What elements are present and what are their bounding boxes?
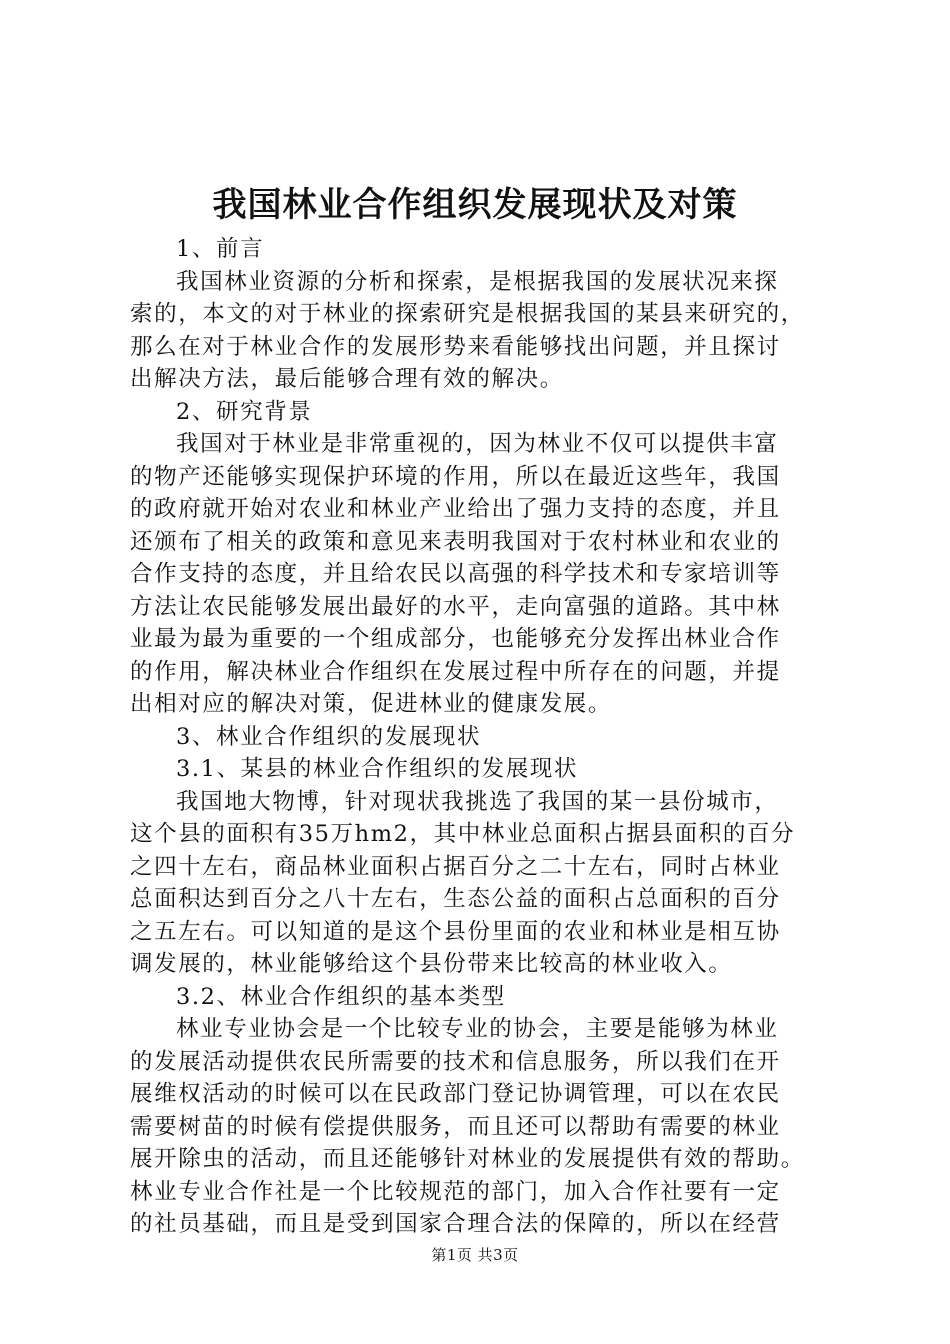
document-title: 我国林业合作组织发展现状及对策 — [212, 185, 738, 225]
paragraph-line: 林业专业合作社是一个比较规范的部门，加入合作社要有一定 — [130, 1178, 781, 1205]
paragraph-line: 展开除虫的活动，而且还能够针对林业的发展提供有效的帮助。 — [130, 1146, 805, 1172]
paragraph-line: 我国林业资源的分析和探索，是根据我国的发展状况来探 — [176, 268, 779, 295]
page-number: 第1页 共3页 — [431, 1246, 519, 1264]
subsection-heading: 3.2、林业合作组织的基本类型 — [176, 983, 506, 1010]
paragraph-line: 这个县的面积有35万hm2，其中林业总面积占据县面积的百分 — [130, 821, 796, 847]
subsection-heading: 3.1、某县的林业合作组织的发展现状 — [176, 756, 579, 782]
document-body — [130, 233, 830, 1241]
paragraph-line: 业最为最为重要的一个组成部分，也能够充分发挥出林业合作 — [130, 626, 781, 652]
paragraph-line: 索的，本文的对于林业的探索研究是根据我国的某县来研究的， — [130, 301, 805, 327]
paragraph-line: 的社员基础，而且是受到国家合理合法的保障的，所以在经营 — [130, 1211, 781, 1237]
paragraph-line: 出解决方法，最后能够合理有效的解决。 — [130, 366, 564, 392]
paragraph-line: 我国地大物博，针对现状我挑选了我国的某一县份城市， — [176, 788, 779, 815]
paragraph-line: 的发展活动提供农民所需要的技术和信息服务，所以我们在开 — [130, 1048, 781, 1075]
paragraph-line: 调发展的，林业能够给这个县份带来比较高的林业收入。 — [130, 951, 733, 977]
paragraph-line: 展维权活动的时候可以在民政部门登记协调管理，可以在农民 — [130, 1081, 781, 1107]
paragraph-line: 的物产还能够实现保护环境的作用，所以在最近这些年，我国 — [130, 463, 781, 490]
paragraph-line: 出相对应的解决对策，促进林业的健康发展。 — [130, 691, 613, 717]
section-heading: 1、前言 — [176, 236, 265, 262]
paragraph-line: 林业专业协会是一个比较专业的协会，主要是能够为林业 — [176, 1016, 779, 1042]
paragraph-line: 还颁布了相关的政策和意见来表明我国对于农村林业和农业的 — [130, 528, 781, 555]
paragraph-line: 总面积达到百分之八十左右，生态公益的面积占总面积的百分 — [130, 886, 781, 912]
paragraph-line: 那么在对于林业合作的发展形势来看能够找出问题，并且探讨 — [130, 333, 781, 360]
paragraph-line: 的作用，解决林业合作组织在发展过程中所存在的问题，并提 — [130, 658, 781, 685]
paragraph-line: 的政府就开始对农业和林业产业给出了强力支持的态度，并且 — [130, 496, 781, 522]
paragraph-line: 我国对于林业是非常重视的，因为林业不仅可以提供丰富 — [176, 431, 779, 457]
paragraph-line: 需要树苗的时候有偿提供服务，而且还可以帮助有需要的林业 — [130, 1113, 781, 1140]
paragraph-line: 合作支持的态度，并且给农民以高强的科学技术和专家培训等 — [130, 561, 781, 587]
paragraph-line: 之四十左右，商品林业面积占据百分之二十左右，同时占林业 — [130, 853, 781, 880]
paragraph-line: 方法让农民能够发展出最好的水平，走向富强的道路。其中林 — [130, 593, 781, 620]
section-heading: 2、研究背景 — [176, 398, 313, 425]
section-heading: 3、林业合作组织的发展现状 — [176, 723, 482, 750]
paragraph-line: 之五左右。可以知道的是这个县份里面的农业和林业是相互协 — [130, 918, 781, 945]
page-footer — [0, 1244, 950, 1266]
